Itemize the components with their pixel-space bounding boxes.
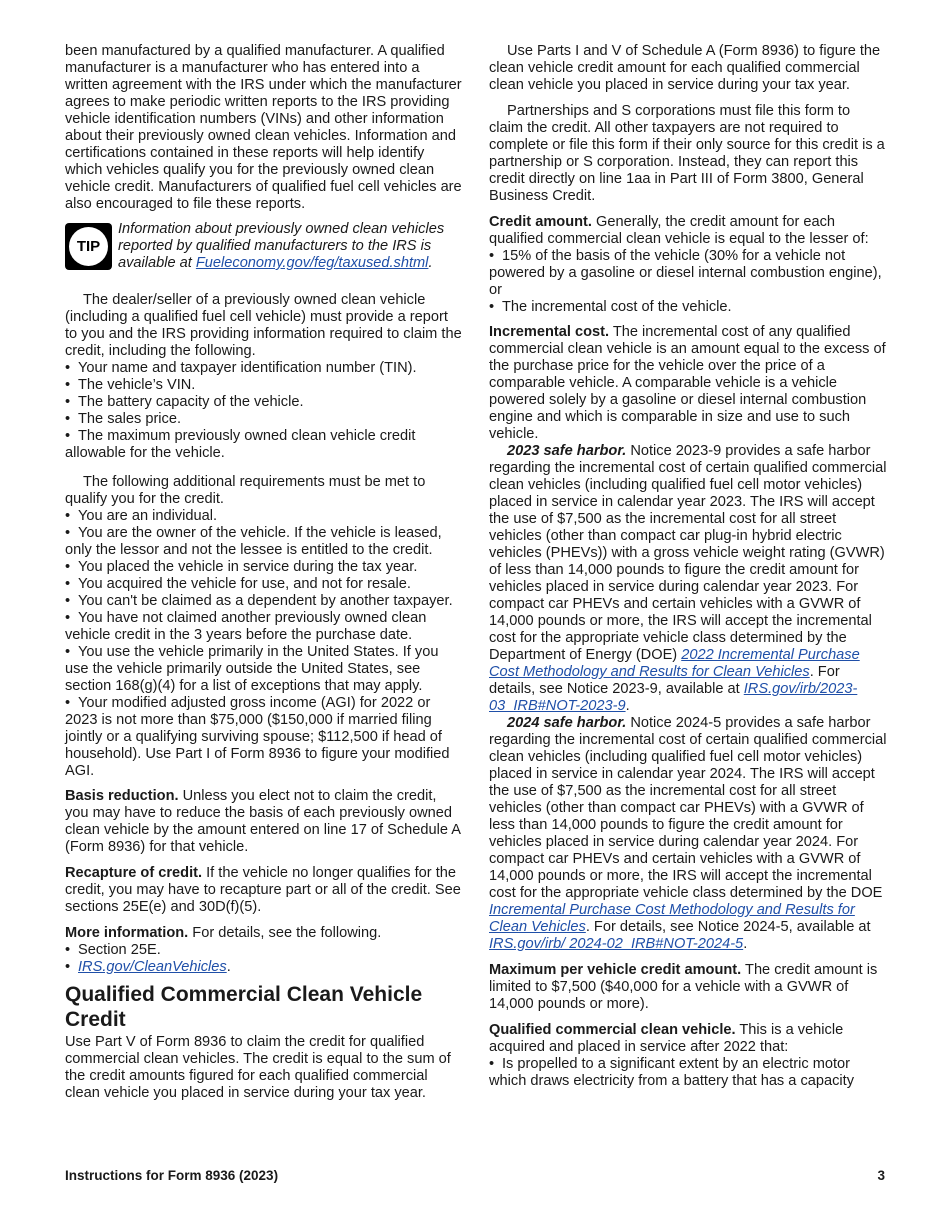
paragraph-heading: Basis reduction. [65, 788, 179, 804]
paragraph [65, 474, 463, 508]
tip-icon [65, 223, 112, 270]
bullet-item [65, 508, 463, 525]
text-run: Is propelled to a significant extent by an electric motor which draws electricity from a battery that has a capacity [489, 1056, 854, 1089]
paragraph [65, 925, 463, 942]
bullet-item [65, 576, 463, 593]
right-column [489, 43, 887, 1090]
bullet-item [65, 394, 463, 411]
bullet-icon: • [65, 942, 71, 958]
paragraph [65, 43, 463, 213]
paragraph [65, 788, 463, 856]
text-run: The following additional requirements must be met to qualify you for the credit. [65, 474, 426, 507]
paragraph [489, 43, 887, 94]
bullet-item [65, 593, 463, 610]
text-run: . [743, 936, 748, 952]
bullet-item [65, 411, 463, 428]
footer-form-title: Instructions for Form 8936 (2023) [65, 1168, 279, 1183]
bullet-item [65, 559, 463, 576]
text-run: If the vehicle no longer qualifies for the credit, you may have to recapture part or all of the credit. See sections 25E(e) and 30D(f)(5). [65, 865, 461, 915]
bullet-icon: • [489, 248, 495, 264]
spacer [65, 780, 463, 788]
text-run: Partnerships and S corporations must file this form to claim the credit. All other taxpayers are not required to complete or file this form if their only source for this credit is a partnership or S corporation. Instead, they can report this credit directly on line 1aa in Part III of Form 3800, General Business Credit. [489, 103, 885, 204]
text-run: You are the owner of the vehicle. If the vehicle is leased, only the lessor and not the lessee is entitled to the credit. [65, 525, 442, 558]
bullet-item [65, 644, 463, 695]
hyperlink[interactable]: Fueleconomy.gov/feg/taxused.shtml [195, 255, 429, 271]
text-run: Generally, the credit amount for each qualified commercial clean vehicle is equal to the lesser of: [489, 214, 869, 247]
bullet-item [65, 525, 463, 559]
text-run: You acquired the vehicle for use, and not for resale. [78, 576, 411, 592]
bullet-icon: • [65, 508, 71, 524]
paragraph [489, 324, 887, 443]
bullet-item [65, 959, 463, 976]
bullet-icon: • [489, 1056, 495, 1072]
paragraph-heading: 2023 safe harbor. [507, 443, 627, 459]
tip-icon-label: TIP [69, 227, 108, 266]
hyperlink[interactable]: IRS.gov/irb/ 2024-02_IRB#NOT-2024-5 [489, 936, 744, 952]
bullet-item [489, 299, 887, 316]
paragraph [489, 443, 887, 715]
bullet-icon: • [65, 525, 71, 541]
bullet-icon: • [489, 299, 495, 315]
bullet-icon: • [65, 644, 71, 660]
paragraph-heading: More information. [65, 925, 189, 941]
bullet-item [489, 248, 887, 299]
bullet-icon: • [65, 576, 71, 592]
bullet-icon: • [65, 559, 71, 575]
paragraph [489, 962, 887, 1013]
spacer [489, 316, 887, 324]
bullet-icon: • [65, 959, 71, 975]
bullet-icon: • [65, 610, 71, 626]
bullet-icon: • [65, 593, 71, 609]
text-run: The maximum previously owned clean vehicle credit allowable for the vehicle. [65, 428, 416, 461]
text-run: . [226, 959, 231, 975]
paragraph-heading: Recapture of credit. [65, 865, 203, 881]
bullet-item [65, 428, 463, 462]
tip-box [65, 221, 463, 272]
text-run: Notice 2024-5 provides a safe harbor regarding the incremental cost of certain qualified commercial clean vehicles (including qualified fuel cell motor vehicles) placed in service in calendar year 2024. The IRS will accept the use of $7,500 as the incremental cost for all street vehicles (other than compact car PHEVs) with a GVWR of less than 14,000 pounds to figure the credit amount for vehicles placed in service during calendar year 2024. For compact car PHEVs and certain vehicles with a GVWR of 14,000 pounds or more, the IRS will accept the incremental cost for the appropriate vehicle class determined by the DOE [489, 715, 887, 901]
text-run: You placed the vehicle in service during the tax year. [78, 559, 418, 575]
paragraph [489, 715, 887, 953]
hyperlink[interactable]: IRS.gov/CleanVehicles [78, 959, 227, 975]
text-run: Information about previously owned clean vehicles reported by qualified manufacturers to the IRS is available at [118, 221, 445, 271]
bullet-item [65, 610, 463, 644]
section-heading: Qualified Commercial Clean Vehicle Credit [65, 983, 423, 1031]
hyperlink[interactable]: Incremental Purchase Cost Methodology and Results for Clean Vehicles [489, 902, 855, 935]
text-run: The vehicle’s VIN. [78, 377, 196, 393]
text-run: The sales price. [78, 411, 182, 427]
text-run: For details, see the following. [188, 925, 382, 941]
paragraph-heading: Qualified commercial clean vehicle. [489, 1022, 736, 1038]
hyperlink[interactable]: IRS.gov/irb/2023-03_IRB#NOT-2023-9 [489, 681, 858, 714]
bullet-item [65, 942, 463, 959]
text-run: You can't be claimed as a dependent by another taxpayer. [78, 593, 453, 609]
bullet-item [65, 360, 463, 377]
bullet-icon: • [65, 394, 71, 410]
left-column [65, 43, 463, 1102]
text-run: The incremental cost of the vehicle. [502, 299, 732, 315]
bullet-icon: • [65, 377, 71, 393]
paragraph-heading: Incremental cost. [489, 324, 610, 340]
text-run: 15% of the basis of the vehicle (30% for a vehicle not powered by a gasoline or diesel internal combustion engine), or [489, 248, 882, 298]
text-run: You have not claimed another previously owned clean vehicle credit in the 3 years before the purchase date. [65, 610, 427, 643]
text-run: You use the vehicle primarily in the United States. If you use the vehicle primarily outside the United States, see section 168(g)(4) for a list of exceptions that may apply. [65, 644, 439, 694]
text-run: . For details, see Notice 2023-9, available at [489, 664, 840, 697]
bullet-icon: • [65, 695, 71, 711]
text-run: Notice 2023-9 provides a safe harbor regarding the incremental cost of certain qualified commercial clean vehicles (including qualified fuel cell motor vehicles) placed in service in calendar year 2023. The IRS will accept the use of $7,500 as the incremental cost for all street vehicles (other than compact car plug-in hybrid electric vehicles (PHEVs)) with a gross vehicle weight rating (GVWR) of less than 14,000 pounds to figure the credit amount for vehicles placed in service during calendar year 2023. For compact car PHEVs and certain vehicles with a GVWR of 14,000 pounds or more, the IRS will accept the incremental cost for the appropriate vehicle class determined by the Department of Energy (DOE) [489, 443, 887, 663]
text-run: Unless you elect not to claim the credit, you may have to reduce the basis of each previously owned clean vehicle by the amount entered on line 17 of Schedule A (Form 8936) for that vehicle. [65, 788, 461, 855]
paragraph [65, 292, 463, 360]
paragraph [489, 1022, 887, 1056]
text-run: . [625, 698, 630, 714]
text-run: . [428, 255, 433, 271]
paragraph-heading: Credit amount. [489, 214, 592, 230]
bullet-item [65, 377, 463, 394]
page-number: 3 [877, 1168, 885, 1183]
paragraph [489, 214, 887, 248]
hyperlink[interactable]: 2022 Incremental Purchase Cost Methodology and Results for Clean Vehicles [489, 647, 860, 680]
page-footer [65, 1168, 885, 1183]
text-run: . For details, see Notice 2024-5, available at [585, 919, 871, 935]
paragraph-heading: 2024 safe harbor. [507, 715, 627, 731]
text-run: You are an individual. [78, 508, 218, 524]
paragraph-heading: Maximum per vehicle credit amount. [489, 962, 742, 978]
text-run: Section 25E. [78, 942, 161, 958]
bullet-item [489, 1056, 887, 1090]
paragraph [489, 103, 887, 205]
text-run: Your name and taxpayer identification number (TIN). [78, 360, 417, 376]
text-run: Your modified adjusted gross income (AGI) for 2022 or 2023 is not more than $75,000 ($150,000 if married filing jointly or a qualifying surviving spouse; $112,500 if head of household). Use Part I of Form 8936 to figure your modified AGI. [65, 695, 450, 779]
tip-text [118, 221, 463, 272]
text-run: The credit amount is limited to $7,500 ($40,000 for a vehicle with a GVWR of 14,000 pounds or more). [489, 962, 878, 1012]
text-run: This is a vehicle acquired and placed in service after 2022 that: [489, 1022, 844, 1055]
text-run: The dealer/seller of a previously owned clean vehicle (including a qualified fuel cell vehicle) must provide a report to you and the IRS providing information required to claim the credit, including the following. [65, 292, 462, 359]
paragraph [65, 1034, 463, 1102]
paragraph [65, 865, 463, 916]
bullet-icon: • [65, 428, 71, 444]
spacer [65, 462, 463, 474]
text-run: been manufactured by a qualified manufacturer. A qualified manufacturer is a manufacturer who has entered into a written agreement with the IRS under which the manufacturer agrees to make periodic written reports to the IRS providing vehicle identification numbers (VINs) and other information about their previously owned clean vehicles. Information and certifications contained in these reports will help identify which vehicles qualify you for the previously owned clean vehicle credit. Manufacturers of qualified fuel cell vehicles are also encouraged to file these reports. [65, 43, 462, 212]
bullet-item [65, 695, 463, 780]
text-run: The battery capacity of the vehicle. [78, 394, 304, 410]
text-run: Use Parts I and V of Schedule A (Form 8936) to figure the clean vehicle credit amount for each qualified commercial clean vehicle you placed in service during your tax year. [489, 43, 881, 93]
text-run: Use Part V of Form 8936 to claim the credit for qualified commercial clean vehicles. The credit is equal to the sum of the credit amounts figured for each qualified commercial clean vehicle you placed in service during your tax year. [65, 1034, 451, 1101]
bullet-icon: • [65, 360, 71, 376]
text-run: The incremental cost of any qualified commercial clean vehicle is an amount equal to the excess of the purchase price for the vehicle over the price of a comparable vehicle. A comparable vehicle is a vehicle powered solely by a gasoline or diesel internal combustion engine and which is comparable in size and use to such vehicle. [489, 324, 886, 442]
bullet-icon: • [65, 411, 71, 427]
